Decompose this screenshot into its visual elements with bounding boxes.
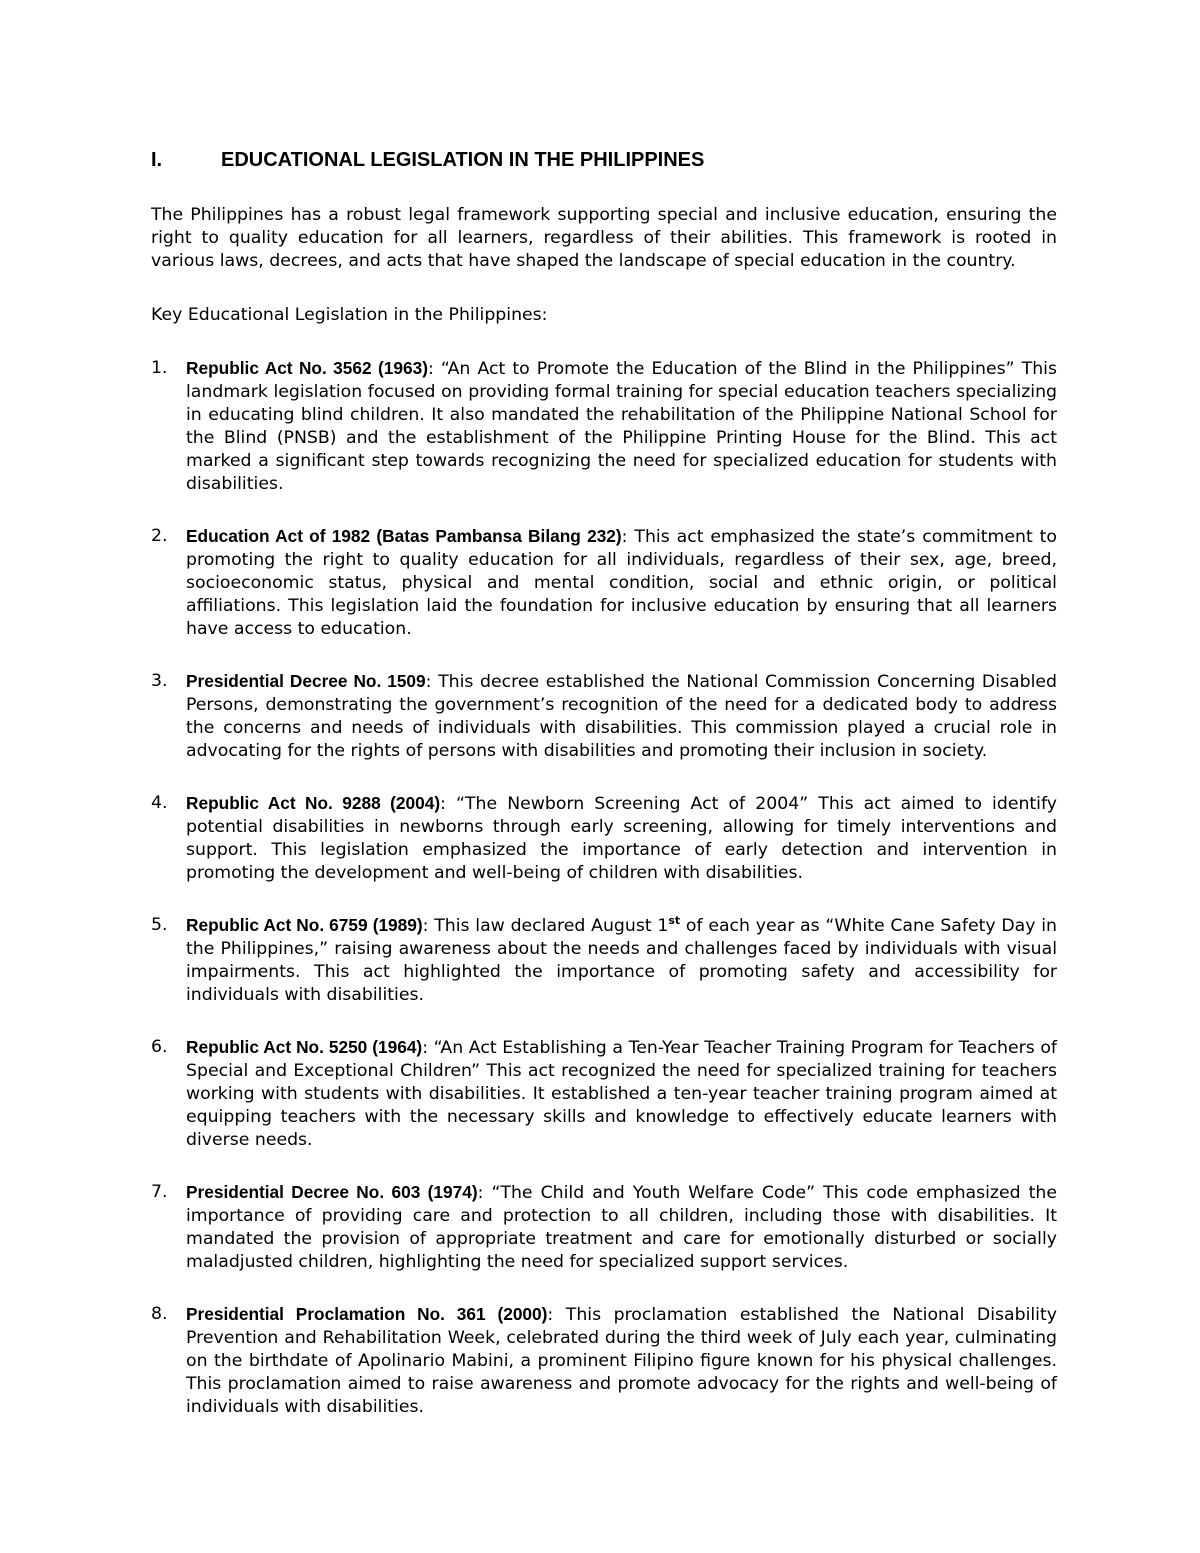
item-text: [186, 914, 1057, 1007]
item-text: [186, 357, 1057, 496]
item-number: 8.: [151, 1304, 168, 1324]
item-description: : This act emphasized the state’s commitment to promoting the right to quality education for all individuals, regardless of their sex, age, breed, socioeconomic status, physical and mental condition, social and ethnic origin, or political affiliations. This legislation laid the foundation for inclusive education by ensuring that all learners have access to education.: [186, 527, 1057, 639]
intro-paragraph: The Philippines has a robust legal framework supporting special and inclusive education, ensuring the right to quality education for all learners, regardless of their abilities. This framework is rooted in various laws, decrees, and acts that have shaped the landscape of special education in the country.: [151, 205, 1057, 271]
section-title: EDUCATIONAL LEGISLATION IN THE PHILIPPINES: [221, 149, 705, 171]
item-description: : This proclamation established the National Disability Prevention and Rehabilitation Week, celebrated during the third week of July each year, culminating on the birthdate of Apolinario Mabini, a prominent Filipino figure known for his physical challenges. This proclamation aimed to raise awareness and promote advocacy for the rights and well-being of individuals with disabilities.: [186, 1305, 1057, 1417]
list-item: [151, 525, 1057, 641]
item-description-end: of each year as “White Cane Safety Day in the Philippines,” raising awareness about the needs and challenges faced by individuals with visual impairments. This act highlighted the importance of promoting safety and accessibility for individuals with disabilities.: [186, 916, 1057, 1005]
item-title: Republic Act No. 5250 (1964): [186, 1037, 423, 1057]
item-title: Education Act of 1982 (Batas Pambansa Bilang 232): [186, 526, 622, 546]
list-item: [151, 670, 1057, 763]
legislation-list: [151, 357, 1057, 1419]
item-number: 5.: [151, 915, 168, 935]
list-item: [151, 792, 1057, 885]
item-title: Republic Act No. 3562 (1963): [186, 358, 428, 378]
item-number: 1.: [151, 358, 168, 378]
item-number: 3.: [151, 671, 168, 691]
item-text: [186, 525, 1057, 641]
ordinal-suffix: st: [668, 914, 681, 928]
item-text: [186, 1181, 1057, 1274]
item-title: Republic Act No. 6759 (1989): [186, 915, 423, 935]
list-item: [151, 1181, 1057, 1274]
section-heading: [151, 148, 1057, 172]
item-title: Republic Act No. 9288 (2004): [186, 793, 441, 813]
key-legislation-title: Key Educational Legislation in the Philippines:: [151, 305, 548, 325]
item-number: 6.: [151, 1037, 168, 1057]
list-item: [151, 914, 1057, 1007]
item-description: : “An Act to Promote the Education of the Blind in the Philippines” This landmark legislation focused on providing formal training for special education teachers specializing in educating blind children. It also mandated the rehabilitation of the Philippine National School for the Blind (PNSB) and the establishment of the Philippine Printing House for the Blind. This act marked a significant step towards recognizing the need for specialized education for students with disabilities.: [186, 359, 1057, 494]
item-text: [186, 670, 1057, 763]
item-description: : “An Act Establishing a Ten-Year Teacher Training Program for Teachers of Special and Exceptional Children” This act recognized the need for specialized training for teachers working with students with disabilities. It established a ten-year teacher training program aimed at equipping teachers with the necessary skills and knowledge to effectively educate learners with diverse needs.: [186, 1038, 1058, 1150]
item-number: 4.: [151, 793, 168, 813]
item-description: : “The Newborn Screening Act of 2004” This act aimed to identify potential disabilities in newborns through early screening, allowing for timely interventions and support. This legislation emphasized the importance of early detection and intervention in promoting the development and well-being of children with disabilities.: [186, 794, 1057, 883]
section-number: I.: [151, 149, 163, 171]
list-item: [151, 357, 1057, 496]
item-title: Presidential Proclamation No. 361 (2000): [186, 1304, 548, 1324]
list-item: [151, 1303, 1057, 1419]
item-text: [186, 1036, 1057, 1152]
item-description: : “The Child and Youth Welfare Code” This code emphasized the importance of providing care and protection to all children, including those with disabilities. It mandated the provision of appropriate treatment and care for emotionally disturbed or socially maladjusted children, highlighting the need for specialized support services.: [186, 1183, 1057, 1272]
item-title: Presidential Decree No. 603 (1974): [186, 1182, 478, 1202]
document-page: [151, 148, 1057, 1448]
item-description-start: : This law declared August 1: [422, 916, 669, 936]
item-text: [186, 1303, 1057, 1419]
item-text: [186, 792, 1057, 885]
item-description: : This decree established the National Commission Concerning Disabled Persons, demonstrating the government’s recognition of the need for a dedicated body to address the concerns and needs of individuals with disabilities. This commission played a crucial role in advocating for the rights of persons with disabilities and promoting their inclusion in society.: [186, 672, 1057, 761]
list-item: [151, 1036, 1057, 1152]
item-title: Presidential Decree No. 1509: [186, 671, 426, 691]
item-number: 7.: [151, 1182, 168, 1202]
item-number: 2.: [151, 526, 168, 546]
